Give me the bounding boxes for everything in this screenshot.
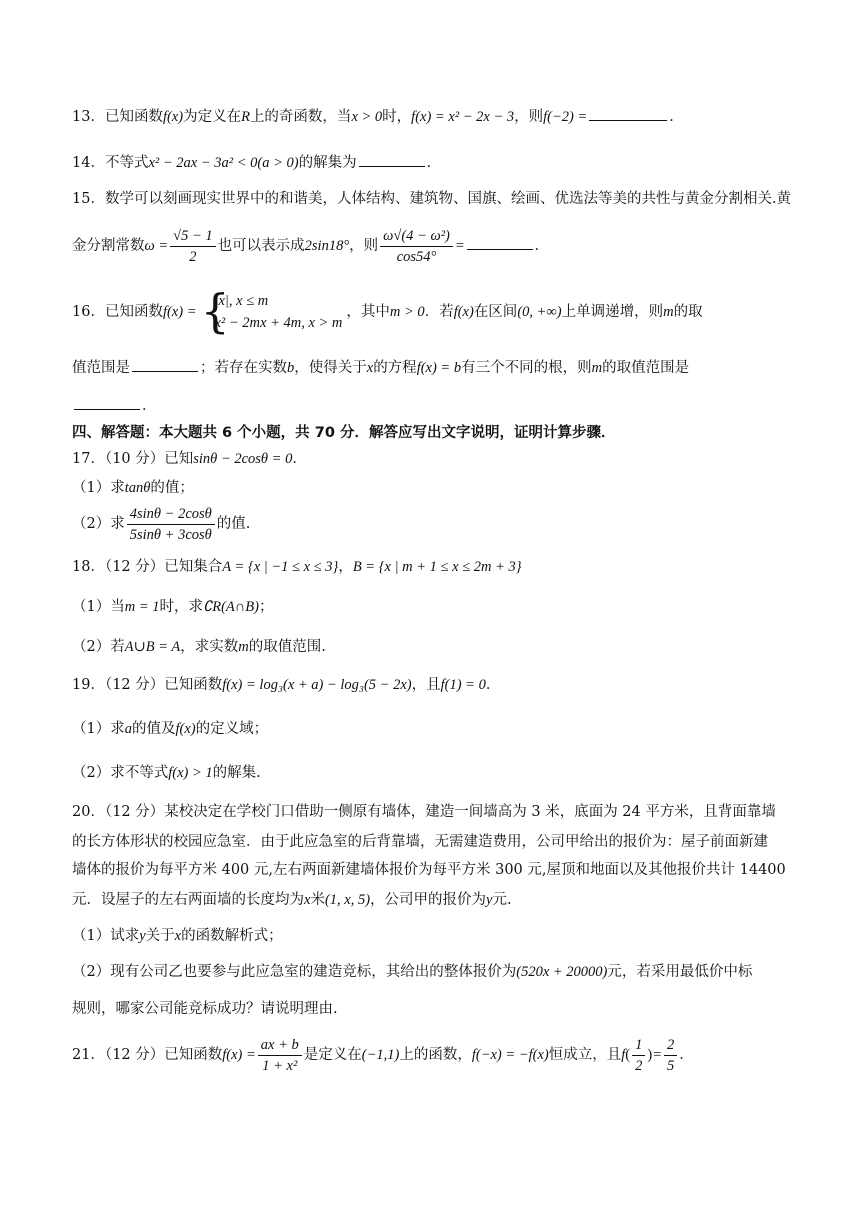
p16-t3: 在区间: [473, 304, 518, 320]
fraction-numerator: ω√(4 − ω²): [380, 226, 453, 247]
p21-open-paren: (: [625, 1047, 631, 1063]
p17-q1b: 的值；: [150, 480, 194, 496]
fraction-numerator: 4sinθ − 2cosθ: [127, 504, 215, 525]
p15-fraction-1: [170, 226, 216, 267]
p18-q1c: ；: [258, 599, 274, 615]
p19-end: ．: [485, 677, 501, 693]
p21-f: f: [621, 1047, 626, 1063]
p21-t2: 上的函数，: [399, 1047, 472, 1063]
p19-q2a: （2）求不等式: [72, 765, 169, 781]
p19-intro: 19．（12 分）已知函数: [72, 677, 223, 693]
problem-20-line4: [72, 889, 794, 911]
p19-a: a: [124, 721, 132, 737]
p16-fx2: f(x): [453, 304, 474, 320]
p16-line2c: ，使得关于: [294, 360, 367, 376]
p14-intro: 14．不等式: [72, 155, 149, 171]
fraction-denominator: 5: [666, 1057, 675, 1074]
p16-interval: (0, +∞): [517, 304, 562, 320]
p21-eq: =: [652, 1047, 662, 1063]
p18-q2a: （2）若: [72, 639, 125, 655]
problem-20-q2: [72, 961, 794, 983]
problem-18-q2: [72, 636, 794, 658]
p19-q2b: 的解集.: [212, 765, 261, 781]
problem-18: [72, 556, 794, 578]
p20-x2: x: [174, 928, 182, 944]
p18-B: B = {x | m + 1 ≤ x ≤ 2m + 3}: [352, 559, 522, 575]
p20-line4a: 元．设屋子的左右两面墙的长度均为: [72, 892, 304, 908]
p20-y2: y: [139, 928, 146, 944]
problem-17: [72, 448, 794, 470]
p17-tan: tanθ: [124, 480, 151, 496]
problem-21: [72, 1032, 794, 1078]
p20-line4c: ，公司甲的报价为: [370, 892, 487, 908]
p16-line2a: 值范围是: [72, 360, 130, 376]
p15-omega: ω =: [144, 238, 169, 254]
p20-q2c: 规则，哪家公司能竞标成功？请说明理由.: [72, 1001, 338, 1017]
fraction-denominator: 2: [189, 248, 197, 265]
problem-14: [72, 152, 794, 174]
p18-q1a: （1）当: [72, 599, 125, 615]
p21-value: [664, 1035, 677, 1076]
p17-q1a: （1）求: [72, 480, 125, 496]
p15-t1: 也可以表示成: [217, 238, 305, 254]
p17-q2b: 的值.: [216, 516, 251, 532]
p13-t2: 上的奇函数，当: [249, 109, 352, 125]
p20-q2a: （2）现有公司乙也要参与此应急室的建造竞标，其给出的整体报价为: [72, 964, 517, 980]
p20-q1a: （1）试求: [72, 928, 140, 944]
p17-fraction: [127, 504, 215, 545]
p20-line3: 墙体的报价为每平方米 400 元,左右两面新建墙体报价为每平方米 300 元,屋顶和地面以及其他报价共计 14400: [72, 862, 786, 878]
p20-line1: 20．（12 分）某校决定在学校门口借助一侧原有墙体，建造一间墙高为 3 米，底面为 24 平方米，且背面靠墙: [72, 804, 776, 820]
p13-R: R: [241, 109, 250, 125]
fraction-numerator: 2: [664, 1035, 677, 1056]
p15-intro2: 金分割常数: [72, 238, 145, 254]
p16-t5: 的取: [673, 304, 703, 320]
p18-intro: 18．（12 分）已知集合: [72, 559, 223, 575]
fraction-numerator: √5 − 1: [170, 226, 216, 247]
p15-t3: ．: [534, 238, 550, 254]
p21-dom: (−1,1): [361, 1047, 400, 1063]
problem-16-line3: [72, 395, 794, 417]
p13-def: f(x) = x² − 2x − 3: [411, 109, 515, 125]
fraction-numerator: 1: [632, 1035, 645, 1056]
p21-half: [632, 1035, 645, 1076]
p17-cond: sinθ − 2cosθ = 0: [193, 451, 293, 467]
piecewise-definition: [200, 284, 343, 338]
p13-t5: ．: [669, 109, 684, 125]
p14-t2: ．: [426, 155, 442, 171]
p13-intro: 13．已知函数: [72, 109, 163, 125]
p19-t1: ，且: [411, 677, 441, 693]
problem-20-q1: [72, 925, 794, 947]
p16-line2f: 的取值范围是: [602, 360, 690, 376]
problem-17-q2: [72, 503, 794, 545]
p18-union: A∪B = A: [124, 639, 181, 655]
p15-fraction-2: [380, 226, 453, 267]
p21-close-paren: ): [647, 1047, 653, 1063]
answer-blank: [74, 395, 140, 410]
p19-fx: f(x): [175, 721, 196, 737]
p21-fraction: [258, 1035, 302, 1076]
problem-16-line1: [72, 284, 794, 338]
p13-t4: ，则: [514, 109, 544, 125]
p16-b: b: [287, 360, 295, 376]
p14-ineq: x² − 2ax − 3a² < 0(a > 0): [148, 155, 299, 171]
problem-13: [72, 106, 794, 128]
p20-line4d: 元.: [492, 892, 512, 908]
p18-q1b: 时，求: [159, 599, 203, 615]
answer-blank: [132, 357, 198, 372]
p16-m: m: [663, 304, 674, 320]
p16-line2d: 的方程: [373, 360, 417, 376]
p18-sep: ，: [338, 559, 353, 575]
p16-cond: m > 0: [389, 304, 425, 320]
p13-ask: f(−2) =: [543, 109, 588, 125]
p16-t4: 上单调递增，则: [561, 304, 664, 320]
p18-q2c: 的取值范围.: [248, 639, 326, 655]
p13-t3: 时，: [382, 109, 412, 125]
p16-x: x: [366, 360, 374, 376]
fraction-denominator: cos54°: [396, 248, 437, 265]
piece-1: |x|, x ≤ m: [214, 293, 269, 309]
p18-m1: m = 1: [124, 599, 160, 615]
answer-blank: [467, 235, 533, 250]
problem-16-line2: [72, 357, 794, 379]
p20-q1c: 的函数解析式；: [181, 928, 283, 944]
p13-fx: f(x): [162, 109, 184, 125]
problem-15-line1: [72, 188, 794, 210]
problem-20-line1: [72, 801, 794, 823]
fraction-denominator: 1 + x²: [262, 1057, 298, 1074]
p21-fx: f(x) =: [222, 1047, 256, 1063]
problem-20-line2: [72, 831, 794, 853]
p20-q1b: 关于: [145, 928, 175, 944]
answer-blank: [359, 152, 425, 167]
p17-end: ．: [292, 451, 307, 467]
p19-q1b: 的值及: [131, 721, 176, 737]
p16-line2e: 有三个不同的根，则: [461, 360, 592, 376]
p14-t1: 的解集为: [298, 155, 357, 171]
p18-m: m: [238, 639, 249, 655]
p16-line3: ．: [142, 398, 157, 414]
p21-t1: 是定义在: [303, 1047, 362, 1063]
problem-20-line3: [72, 859, 794, 881]
p13-cond: x > 0: [351, 109, 383, 125]
p17-q2a: （2）求: [72, 516, 125, 532]
p16-eqn: f(x) = b: [416, 360, 462, 376]
p21-t3: 恒成立，且: [548, 1047, 622, 1063]
piece-2: x² − 2mx + 4m, x > m: [214, 315, 343, 331]
p16-intro: 16．已知函数: [72, 304, 163, 320]
p19-ineq: f(x) > 1: [168, 765, 213, 781]
p19-q1a: （1）求: [72, 721, 125, 737]
answer-blank: [589, 106, 667, 121]
p21-odd: f(−x) = −f(x): [471, 1047, 549, 1063]
p21-intro: 21．（12 分）已知函数: [72, 1047, 223, 1063]
p20-range: (1, x, 5): [324, 892, 371, 908]
p20-y: y: [486, 892, 493, 908]
p15-t2: ，则: [349, 238, 379, 254]
problem-19-q2: [72, 762, 794, 784]
fraction-denominator: 2: [635, 1057, 643, 1074]
p15-sin: 2sin18°: [304, 238, 350, 254]
p15-line1: 15．数学可以刻画现实世界中的和谐美，人体结构、建筑物、国旗、绘画、优选法等美的共性与黄金分割相关.黄: [72, 191, 792, 207]
p15-eq: =: [454, 238, 465, 254]
p16-t2: ．若: [424, 304, 454, 320]
problem-17-q1: [72, 477, 794, 499]
left-brace-icon: {: [200, 284, 230, 338]
p19-cond: f(1) = 0: [440, 677, 486, 693]
p20-price: (520x + 20000): [516, 964, 608, 980]
fraction-denominator: 5sinθ + 3cosθ: [129, 526, 212, 543]
p20-q2b: 元，若采用最低价中标: [607, 964, 753, 980]
problem-15-line2: [72, 224, 794, 268]
problem-20-q2-cont: [72, 998, 794, 1020]
p19-q1c: 的定义域；: [195, 721, 269, 737]
p16-fx: f(x) =: [162, 304, 197, 320]
p16-m2: m: [591, 360, 603, 376]
p16-line2b: ；若存在实数: [200, 360, 287, 376]
problem-19: [72, 674, 794, 696]
p18-comp: ∁R(A∩B): [203, 599, 259, 615]
p18-q2b: ，求实数: [180, 639, 239, 655]
p19-def: f(x) = log₃(x + a) − log₃(5 − 2x): [222, 677, 412, 693]
p17-intro: 17．（10 分）已知: [72, 451, 194, 467]
p20-line4b: 米: [310, 892, 325, 908]
problem-18-q1: [72, 596, 794, 618]
p20-line2: 的长方体形状的校园应急室．由于此应急室的后背靠墙，无需建造费用，公司甲给出的报价为：屋子前面新建: [72, 834, 768, 850]
p16-t1: ，其中: [346, 304, 390, 320]
fraction-numerator: ax + b: [258, 1035, 302, 1056]
p18-A: A = {x | −1 ≤ x ≤ 3}: [222, 559, 339, 575]
section-4-heading: 四、解答题：本大题共 6 个小题，共 70 分．解答应写出文字说明，证明计算步骤．: [72, 425, 616, 441]
p13-t1: 为定义在: [183, 109, 242, 125]
problem-19-q1: [72, 718, 794, 740]
p20-x: x: [304, 892, 311, 908]
p21-end: ．: [679, 1047, 694, 1063]
